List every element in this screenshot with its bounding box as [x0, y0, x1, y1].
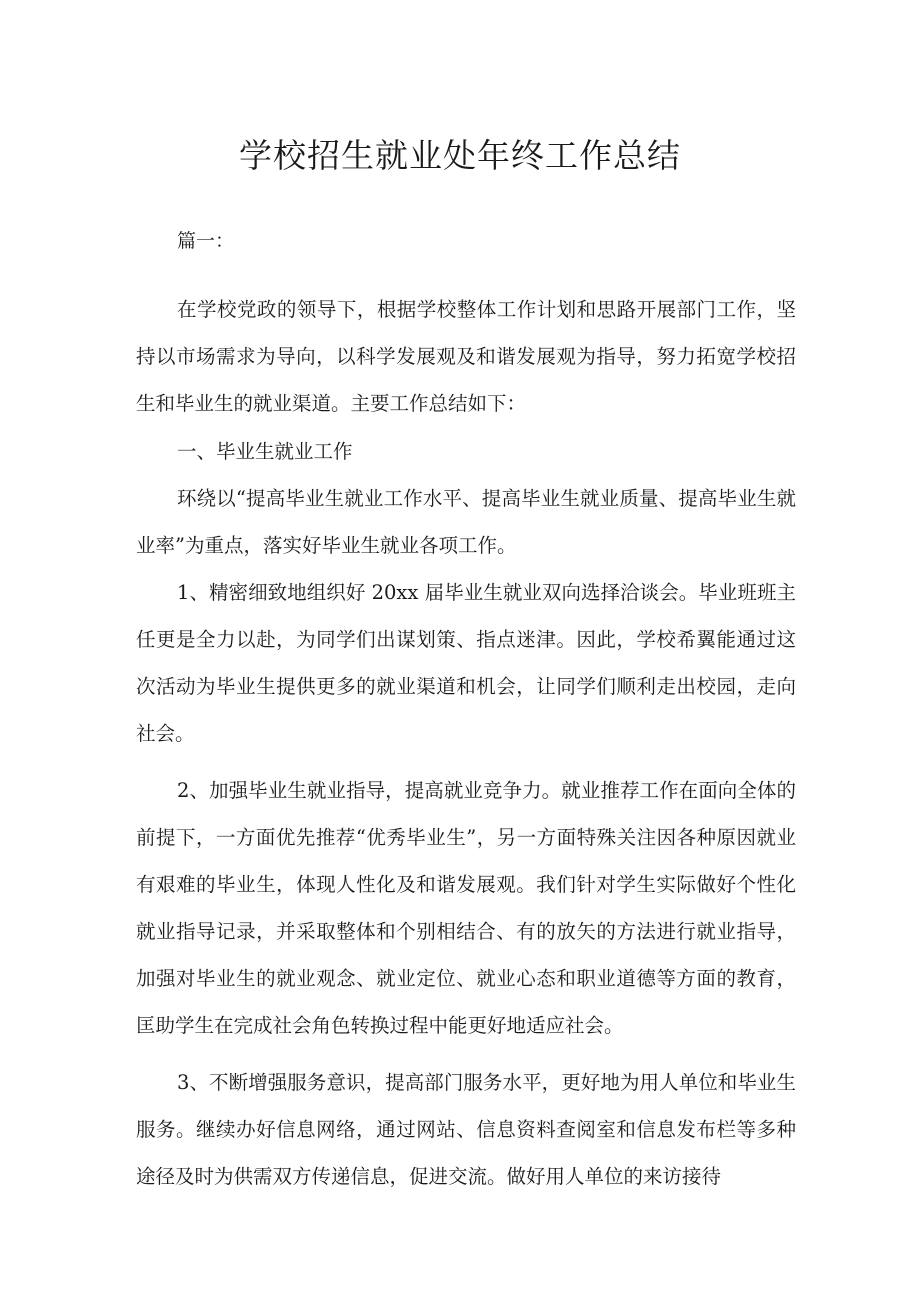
- section-heading-employment: 一、毕业生就业工作: [177, 440, 353, 463]
- section-label: 篇一：: [177, 230, 235, 252]
- item-1-paragraph: 1、精密细致地组织好 20xx 届毕业生就业双向选择洽谈会。毕业班班主任更是全力以赴，为同学们出谋划策、指点迷津。因此，学校希翼能通过这次活动为毕业生提供更多的就业渠道和机会，让同学们顺利走出校园，走向社会。: [136, 581, 796, 745]
- item-3-paragraph: 3、不断增强服务意识，提高部门服务水平，更好地为用人单位和毕业生服务。继续办好信息网络，通过网站、信息资料查阅室和信息发布栏等多种途径及时为供需双方传递信息，促进交流。做好用人单位的来访接待: [136, 1071, 796, 1188]
- item-2-paragraph: 2、加强毕业生就业指导，提高就业竞争力。就业推荐工作在面向全体的前提下，一方面优先推荐“优秀毕业生”，另一方面特殊关注因各种原因就业有艰难的毕业生，体现人性化及和谐发展观。我们针对学生实际做好个性化就业指导记录，并采取整体和个别相结合、有的放矢的方法进行就业指导，加强对毕业生的就业观念、就业定位、就业心态和职业道德等方面的教育，匡助学生在完成社会角色转换过程中能更好地适应社会。: [136, 779, 796, 1037]
- intro-paragraph: 在学校党政的领导下，根据学校整体工作计划和思路开展部门工作，坚持以市场需求为导向，以科学发展观及和谐发展观为指导，努力拓宽学校招生和毕业生的就业渠道。主要工作总结如下：: [136, 298, 796, 415]
- document-title: 学校招生就业处年终工作总结: [239, 136, 681, 175]
- employment-focus-paragraph: 环绕以“提高毕业生就业工作水平、提高毕业生就业质量、提高毕业生就业率”为重点，落实好毕业生就业各项工作。: [136, 487, 796, 557]
